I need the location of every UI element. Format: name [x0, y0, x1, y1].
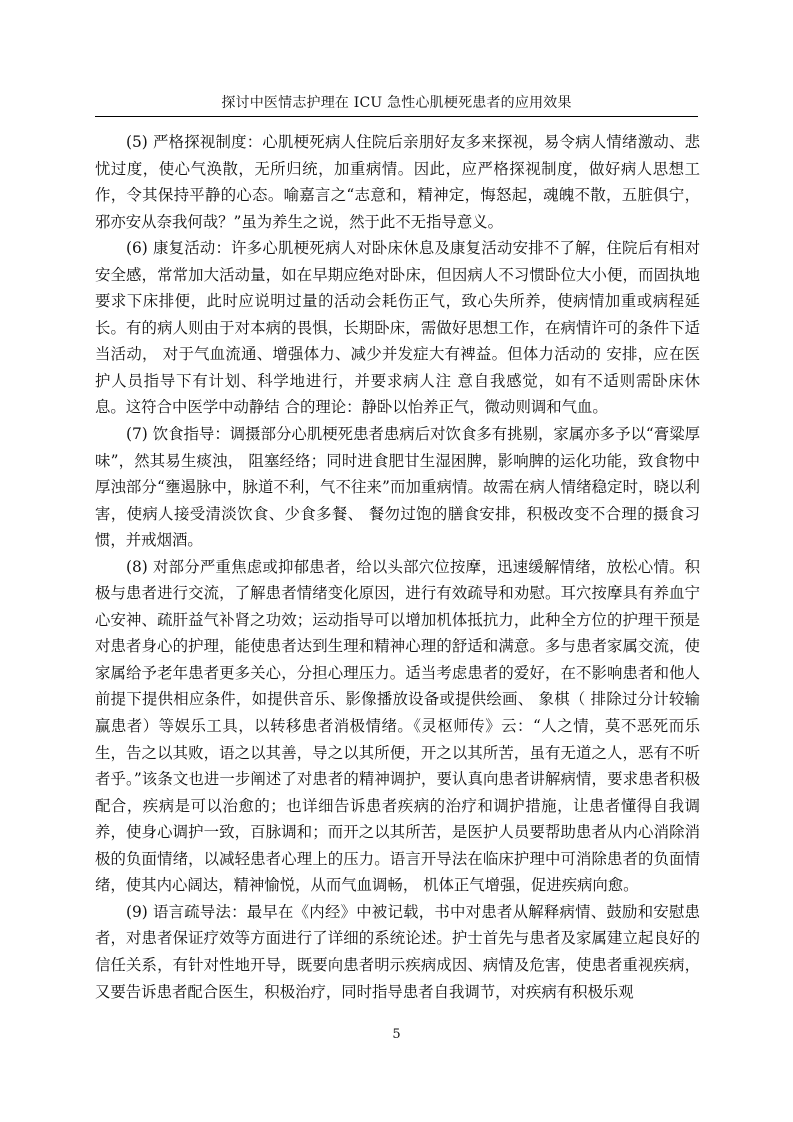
header-divider	[95, 116, 698, 117]
body-text	[95, 129, 700, 1005]
paragraph-visiting-rules: (5) 严格探视制度：心肌梗死病人住院后亲朋好友多来探视，易令病人情绪激动、悲忧过度，使心气涣散，无所归统，加重病情。因此，应严格探视制度，做好病人思想工作，令其保持平静的心态。喻嘉言之“志意和，精神定，悔怒起，魂魄不散，五脏俱宁，邪亦安从奈我何哉？”虽为养生之说，然于此不无指导意义。	[95, 133, 700, 231]
paragraph-anxiety-massage: (8) 对部分严重焦虑或抑郁患者，给以头部穴位按摩，迅速缓解情绪，放松心情。积极与患者进行交流，了解患者情绪变化原因，进行有效疏导和劝慰。耳穴按摩具有养血宁心安神、疏肝益气补肾之功效；运动指导可以增加机体抵抗力，此种全方位的护理干预是对患者身心的护理，能使患者达到生理和精神心理的舒适和满意。多与患者家属交流，使家属给予老年患者更多关心，分担心理压力。适当考虑患者的爱好，在不影响患者和他人前提下提供相应条件，如提供音乐、影像播放设备或提供绘画、 象棋（ 排除过分计较输赢患者）等娱乐工具，以转移患者消极情绪。《灵枢师传》云：“人之情，莫不恶死而乐生，告之以其败，语之以其善，导之以其所便，开之以其所苦，虽有无道之人，恶有不听者乎。”该条文也进一步阐述了对患者的精神调护，要认真向患者讲解病情，要求患者积极配合，疾病是可以治愈的；也详细告诉患者疾病的治疗和调护措施，让患者懂得自我调养，使身心调护一致，百脉调和；而开之以其所苦，是医护人员要帮助患者从内心消除消极的负面情绪，以减轻患者心理上的压力。语言开导法在临床护理中可消除患者的负面情绪，使其内心阔达，精神愉悦，从而气血调畅， 机体正气增强，促进疾病向愈。	[95, 557, 700, 895]
page-number: 5	[392, 1027, 401, 1042]
paragraph-verbal-counseling: (9) 语言疏导法：最早在《内经》中被记载，书中对患者从解释病情、鼓励和安慰患者，对患者保证疗效等方面进行了详细的系统论述。护士首先与患者及家属建立起良好的信任关系，有针对性地开导，既要向患者明示疾病成因、病情及危害，使患者重视疾病，又要告诉患者配合医生，积极治疗，同时指导患者自我调节，对疾病有积极乐观	[95, 902, 700, 1001]
paragraph-rehabilitation-activity: (6) 康复活动：许多心肌梗死病人对卧床休息及康复活动安排不了解，住院后有相对安全感，常常加大活动量，如在早期应绝对卧床，但因病人不习惯卧位大小便，而固执地要求下床排便，此时应说明过量的活动会耗伤正气，致心失所养，使病情加重或病程延长。有的病人则由于对本病的畏惧，长期卧床，需做好思想工作，在病情许可的条件下适当活动， 对于气血流通、增强体力、减少并发症大有裨益。但体力活动的 安排，应在医护人员指导下有计划、科学地进行，并要求病人注 意自我感觉，如有不适则需卧床休息。这符合中医学中动静结 合的理论：静卧以怡养正气，微动则调和气血。	[95, 239, 700, 417]
paragraph-diet-guidance: (7) 饮食指导：调摄部分心肌梗死患者患病后对饮食多有挑剔，家属亦多予以“膏粱厚味”，然其易生痰浊， 阻塞经络；同时进食肥甘生湿困脾，影响脾的运化功能，致食物中厚浊部分“壅遏脉中，脉道不利，气不往来”而加重病情。故需在病人情绪稳定时，晓以利害，使病人接受清淡饮食、少食多餐、 餐勿过饱的膳食安排，积极改变不合理的摄食习惯，并戒烟酒。	[95, 425, 700, 550]
running-header: 探讨中医情志护理在 ICU 急性心肌梗死患者的应用效果	[221, 95, 572, 111]
